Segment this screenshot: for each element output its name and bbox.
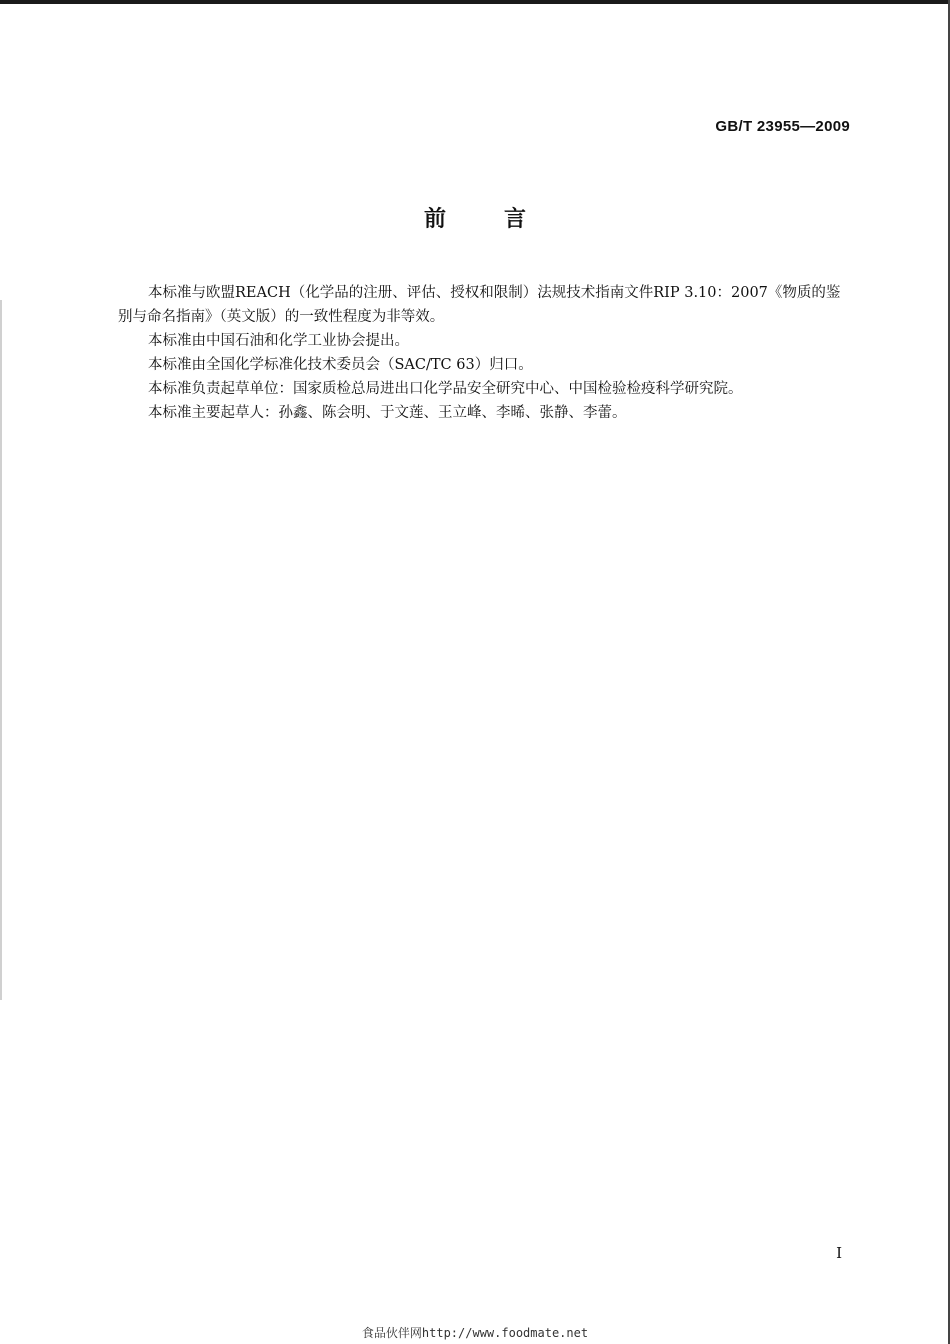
scan-top-border	[0, 0, 950, 4]
paragraph-consistency: 本标准与欧盟REACH（化学品的注册、评估、授权和限制）法规技术指南文件RIP 3.10：2007《物质的鉴别与命名指南》（英文版）的一致性程度为非等效。	[118, 285, 841, 325]
foreword-body	[118, 281, 854, 425]
page-title: 前言	[423, 207, 584, 232]
paragraph-drafting-units: 本标准负责起草单位：国家质检总局进出口化学品安全研究中心、中国检验检疫科学研究院。	[148, 381, 743, 397]
page-number: I	[836, 1244, 842, 1262]
paragraph-drafters: 本标准主要起草人：孙鑫、陈会明、于文莲、王立峰、李晞、张静、李蕾。	[148, 405, 627, 421]
footer-watermark: 食品伙伴网http://www.foodmate.net	[361, 1326, 589, 1340]
paragraph-technical-committee: 本标准由全国化学标准化技术委员会（SAC/TC 63）归口。	[148, 357, 533, 373]
scan-left-border	[0, 300, 2, 1000]
standard-number: GB/T 23955—2009	[715, 118, 850, 135]
paragraph-proposer: 本标准由中国石油和化学工业协会提出。	[148, 333, 409, 349]
